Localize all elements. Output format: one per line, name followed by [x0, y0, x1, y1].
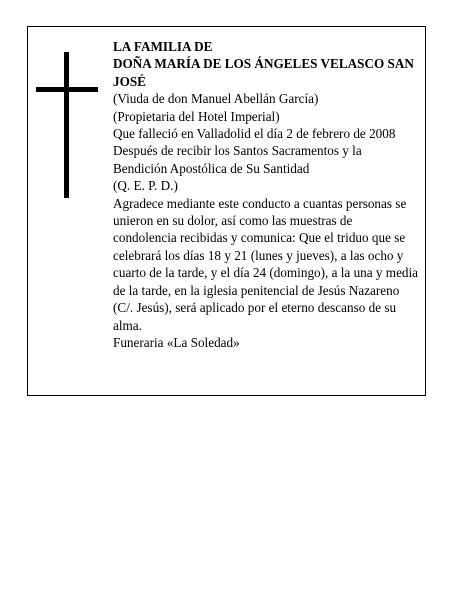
- rip-line: (Q. E. P. D.): [113, 178, 178, 194]
- cross-icon: [36, 52, 98, 198]
- deceased-name: DOÑA MARÍA DE LOS ÁNGELES VELASCO SAN JOSÉ: [113, 56, 414, 89]
- widow-of-line: (Viuda de don Manuel Abellán García): [113, 91, 319, 107]
- cross-vertical-bar: [64, 52, 69, 198]
- funeral-home-line: Funeraria «La Soledad»: [113, 334, 240, 350]
- death-date-line: Que falleció en Valladolid el día 2 de febrero de 2008: [113, 126, 396, 142]
- sacraments-line: Después de recibir los Santos Sacramentos y la Bendición Apostólica de Su Santidad: [113, 143, 362, 176]
- acknowledgement-paragraph: Agradece mediante este conducto a cuantas personas se unieron en su dolor, así como las muestras de condolencia recibidas y comunica: Que el triduo que se celebrará los días 18 y 21 (lunes y jueves), a las ocho y cuarto de la tarde, y el día 24 (domingo), a la una y media de la tarde, en la iglesia penitencial de Jesús Nazareno (C/. Jesús), será aplicado por el eterno descanso de su alma.: [113, 195, 419, 333]
- obituary-text: [113, 38, 419, 351]
- owner-of-line: (Propietaria del Hotel Imperial): [113, 108, 280, 124]
- cross-horizontal-bar: [36, 87, 98, 92]
- family-heading: LA FAMILIA DE: [113, 39, 213, 54]
